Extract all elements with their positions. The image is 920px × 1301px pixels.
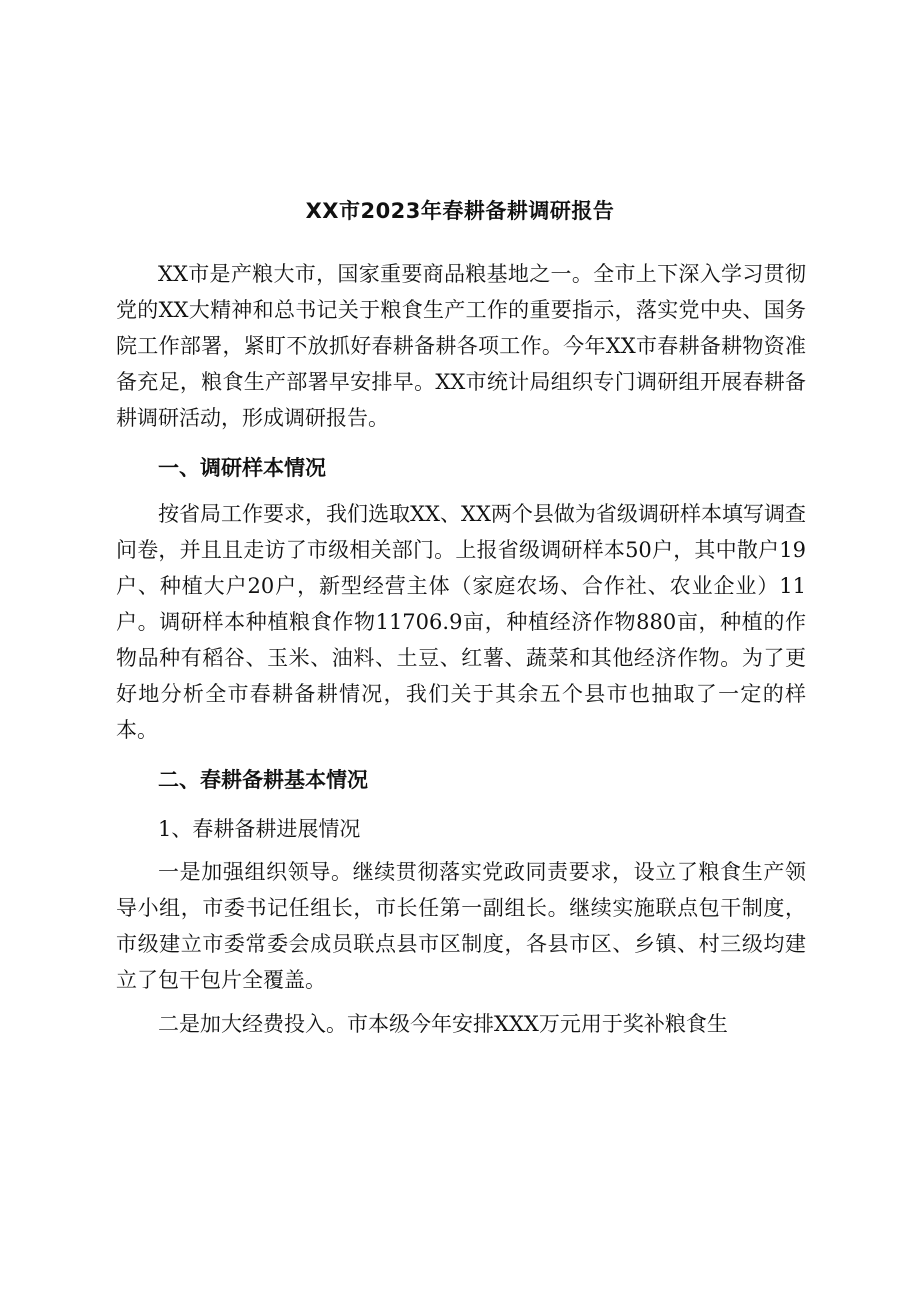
section1-heading: 一、调研样本情况 <box>158 456 326 480</box>
section2-subheading: 1、春耕备耕进展情况 <box>158 817 361 841</box>
organization-paragraph: 一是加强组织领导。继续贯彻落实党政同责要求，设立了粮食生产领导小组，市委书记任组长，市长任第一副组长。继续实施联点包干制度，市级建立市委常委会成员联点县市区制度，各县市区、乡镇、村三级均建立了包干包片全覆盖。 <box>116 860 806 992</box>
document-body <box>116 256 806 1042</box>
intro-paragraph: XX市是产粮大市，国家重要商品粮基地之一。全市上下深入学习贯彻党的XX大精神和总书记关于粮食生产工作的重要指示，落实党中央、国务院工作部署，紧盯不放抓好春耕备耕各项工作。今年XX市春耕备耕物资准备充足，粮食生产部署早安排早。XX市统计局组织专门调研组开展春耕备耕调研活动，形成调研报告。 <box>116 262 806 430</box>
section2-heading: 二、春耕备耕基本情况 <box>158 768 368 792</box>
funding-paragraph: 二是加大经费投入。市本级今年安排XXX万元用于奖补粮食生 <box>158 1012 728 1036</box>
document-title: XX市2023年春耕备耕调研报告 <box>305 199 615 223</box>
section1-paragraph: 按省局工作要求，我们选取XX、XX两个县做为省级调研样本填写调查问卷，并且且走访了市级相关部门。上报省级调研样本50户，其中散户19户、种植大户20户，新型经营主体（家庭农场、合作社、农业企业）11户。调研样本种植粮食作物11706.9亩，种植经济作物880亩，种植的作物品种有稻谷、玉米、油料、土豆、红薯、蔬菜和其他经济作物。为了更好地分析全市春耕备耕情况，我们关于其余五个县市也抽取了一定的样本。 <box>116 502 806 742</box>
